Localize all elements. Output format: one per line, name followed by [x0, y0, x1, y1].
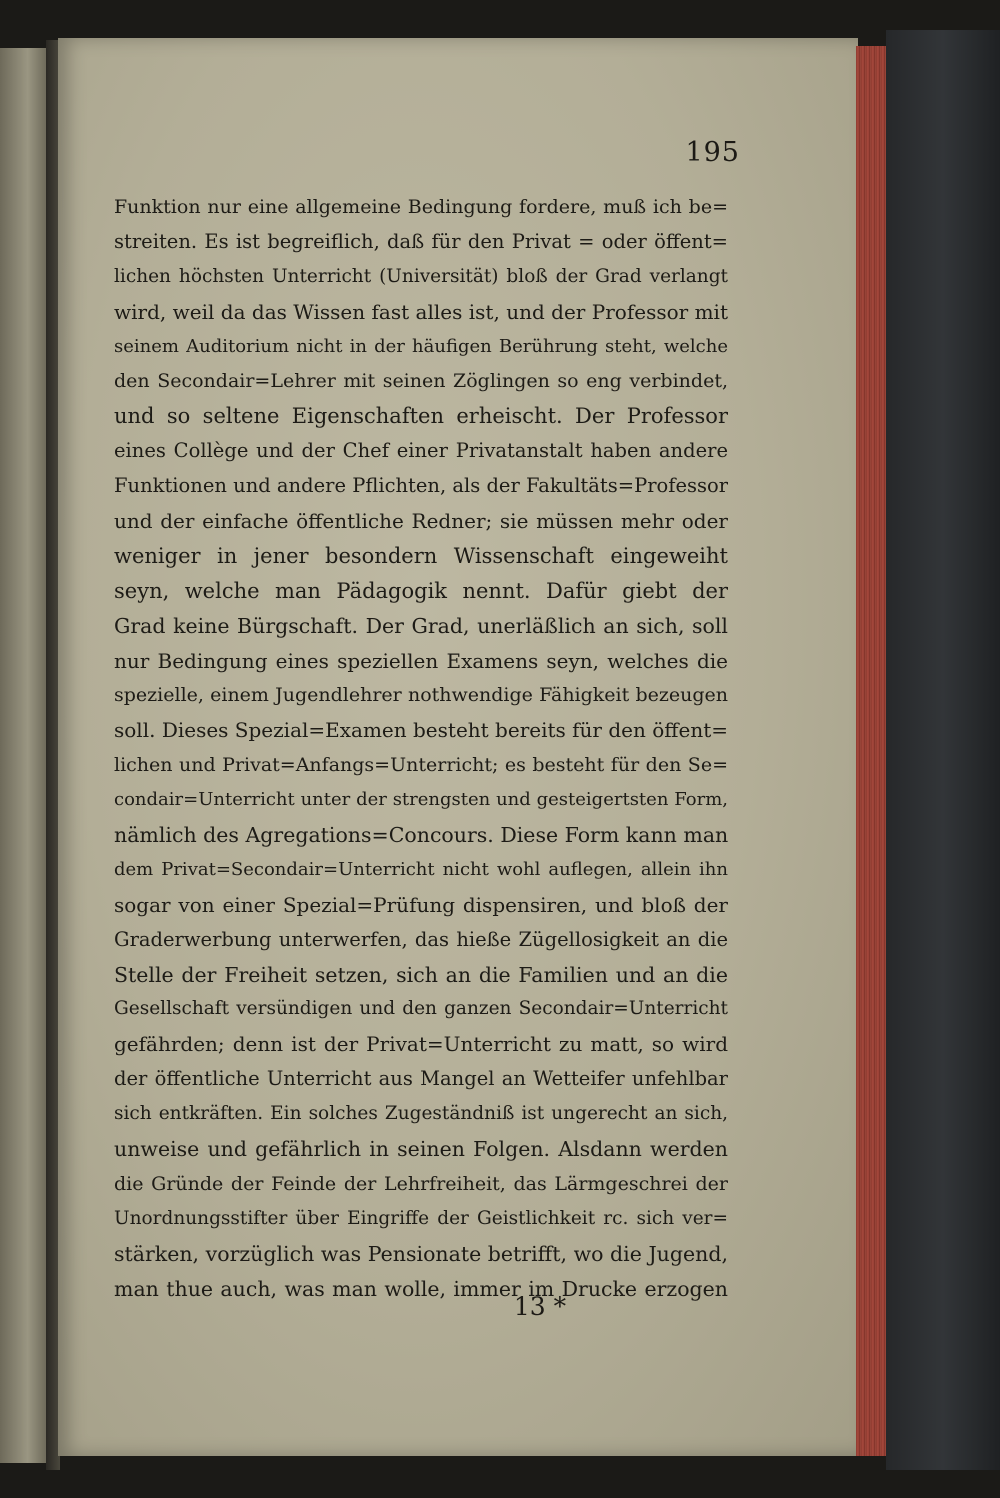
text-line: eines Collège und der Chef einer Privatanstalt haben andere — [114, 439, 728, 463]
text-line: den Secondair=Lehrer mit seinen Zöglingen so eng verbindet, — [114, 370, 728, 393]
text-line: gefährden; denn ist der Privat=Unterricht zu matt, so wird — [114, 1032, 728, 1057]
page-edges — [856, 46, 889, 1456]
text-line: soll. Dieses Spezial=Examen besteht bereits für den öffent= — [114, 718, 728, 743]
text-line: weniger in jener besondern Wissenschaft eingeweiht — [114, 543, 728, 568]
book-cover — [886, 30, 1000, 1470]
signature-mark: 13 * — [513, 1292, 567, 1321]
text-line: stärken, vorzüglich was Pensionate betrifft, wo die Jugend, — [114, 1241, 728, 1266]
text-line: nämlich des Agregations=Concours. Diese Form kann man — [114, 823, 728, 848]
page-number: 195 — [685, 137, 740, 168]
text-line: die Gründe der Feinde der Lehrfreiheit, das Lärmgeschrei der — [114, 1172, 728, 1195]
text-line: seinem Auditorium nicht in der häufigen Berührung steht, welche — [114, 335, 728, 357]
text-line: Graderwerbung unterwerfen, das hieße Zügellosigkeit an die — [114, 927, 728, 951]
text-line: condair=Unterricht unter der strengsten und gesteigertsten Form, — [114, 789, 728, 811]
text-line: Grad keine Bürgschaft. Der Grad, unerläßlich an sich, soll — [114, 613, 728, 638]
text-line: und der einfache öffentliche Redner; sie müssen mehr oder — [114, 509, 728, 534]
text-line: lichen höchsten Unterricht (Universität) bloß der Grad verlangt — [114, 265, 728, 287]
text-line: Funktion nur eine allgemeine Bedingung fordere, muß ich be= — [114, 196, 728, 218]
text-line: nur Bedingung eines speziellen Examens seyn, welches die — [114, 648, 728, 673]
text-line: streiten. Es ist begreiflich, daß für den Privat = oder öffent= — [114, 229, 728, 253]
text-line: Funktionen und andere Pflichten, als der Fakultäts=Professor — [114, 474, 728, 498]
text-line: man thue auch, was man wolle, immer im Drucke erzogen — [114, 1276, 728, 1301]
text-line: Gesellschaft versündigen und den ganzen Secondair=Unterricht — [114, 998, 728, 1020]
text-line: sogar von einer Spezial=Prüfung dispensiren, und bloß der — [114, 892, 728, 917]
adjacent-left-page — [0, 48, 48, 1463]
text-line: unweise und gefährlich in seinen Folgen. Alsdann werden — [114, 1137, 728, 1162]
text-line: dem Privat=Secondair=Unterricht nicht wohl auflegen, allein ihn — [114, 858, 728, 880]
text-line: der öffentliche Unterricht aus Mangel an Wetteifer unfehlbar — [114, 1067, 728, 1091]
text-line: Unordnungsstifter über Eingriffe der Geistlichkeit rc. sich ver= — [114, 1207, 728, 1229]
body-text — [114, 190, 728, 1307]
text-line: seyn, welche man Pädagogik nennt. Dafür giebt der — [114, 578, 728, 603]
text-line: und so seltene Eigenschaften erheischt. Der Professor — [114, 404, 728, 429]
text-line: sich entkräften. Ein solches Zugeständniß ist ungerecht an sich, — [114, 1103, 728, 1125]
text-line: lichen und Privat=Anfangs=Unterricht; es besteht für den Se= — [114, 754, 728, 777]
text-line: wird, weil da das Wissen fast alles ist, und der Professor mit — [114, 299, 728, 324]
text-line: spezielle, einem Jugendlehrer nothwendige Fähigkeit bezeugen — [114, 684, 728, 707]
text-line: Stelle der Freiheit setzen, sich an die Familien und an die — [114, 962, 728, 987]
